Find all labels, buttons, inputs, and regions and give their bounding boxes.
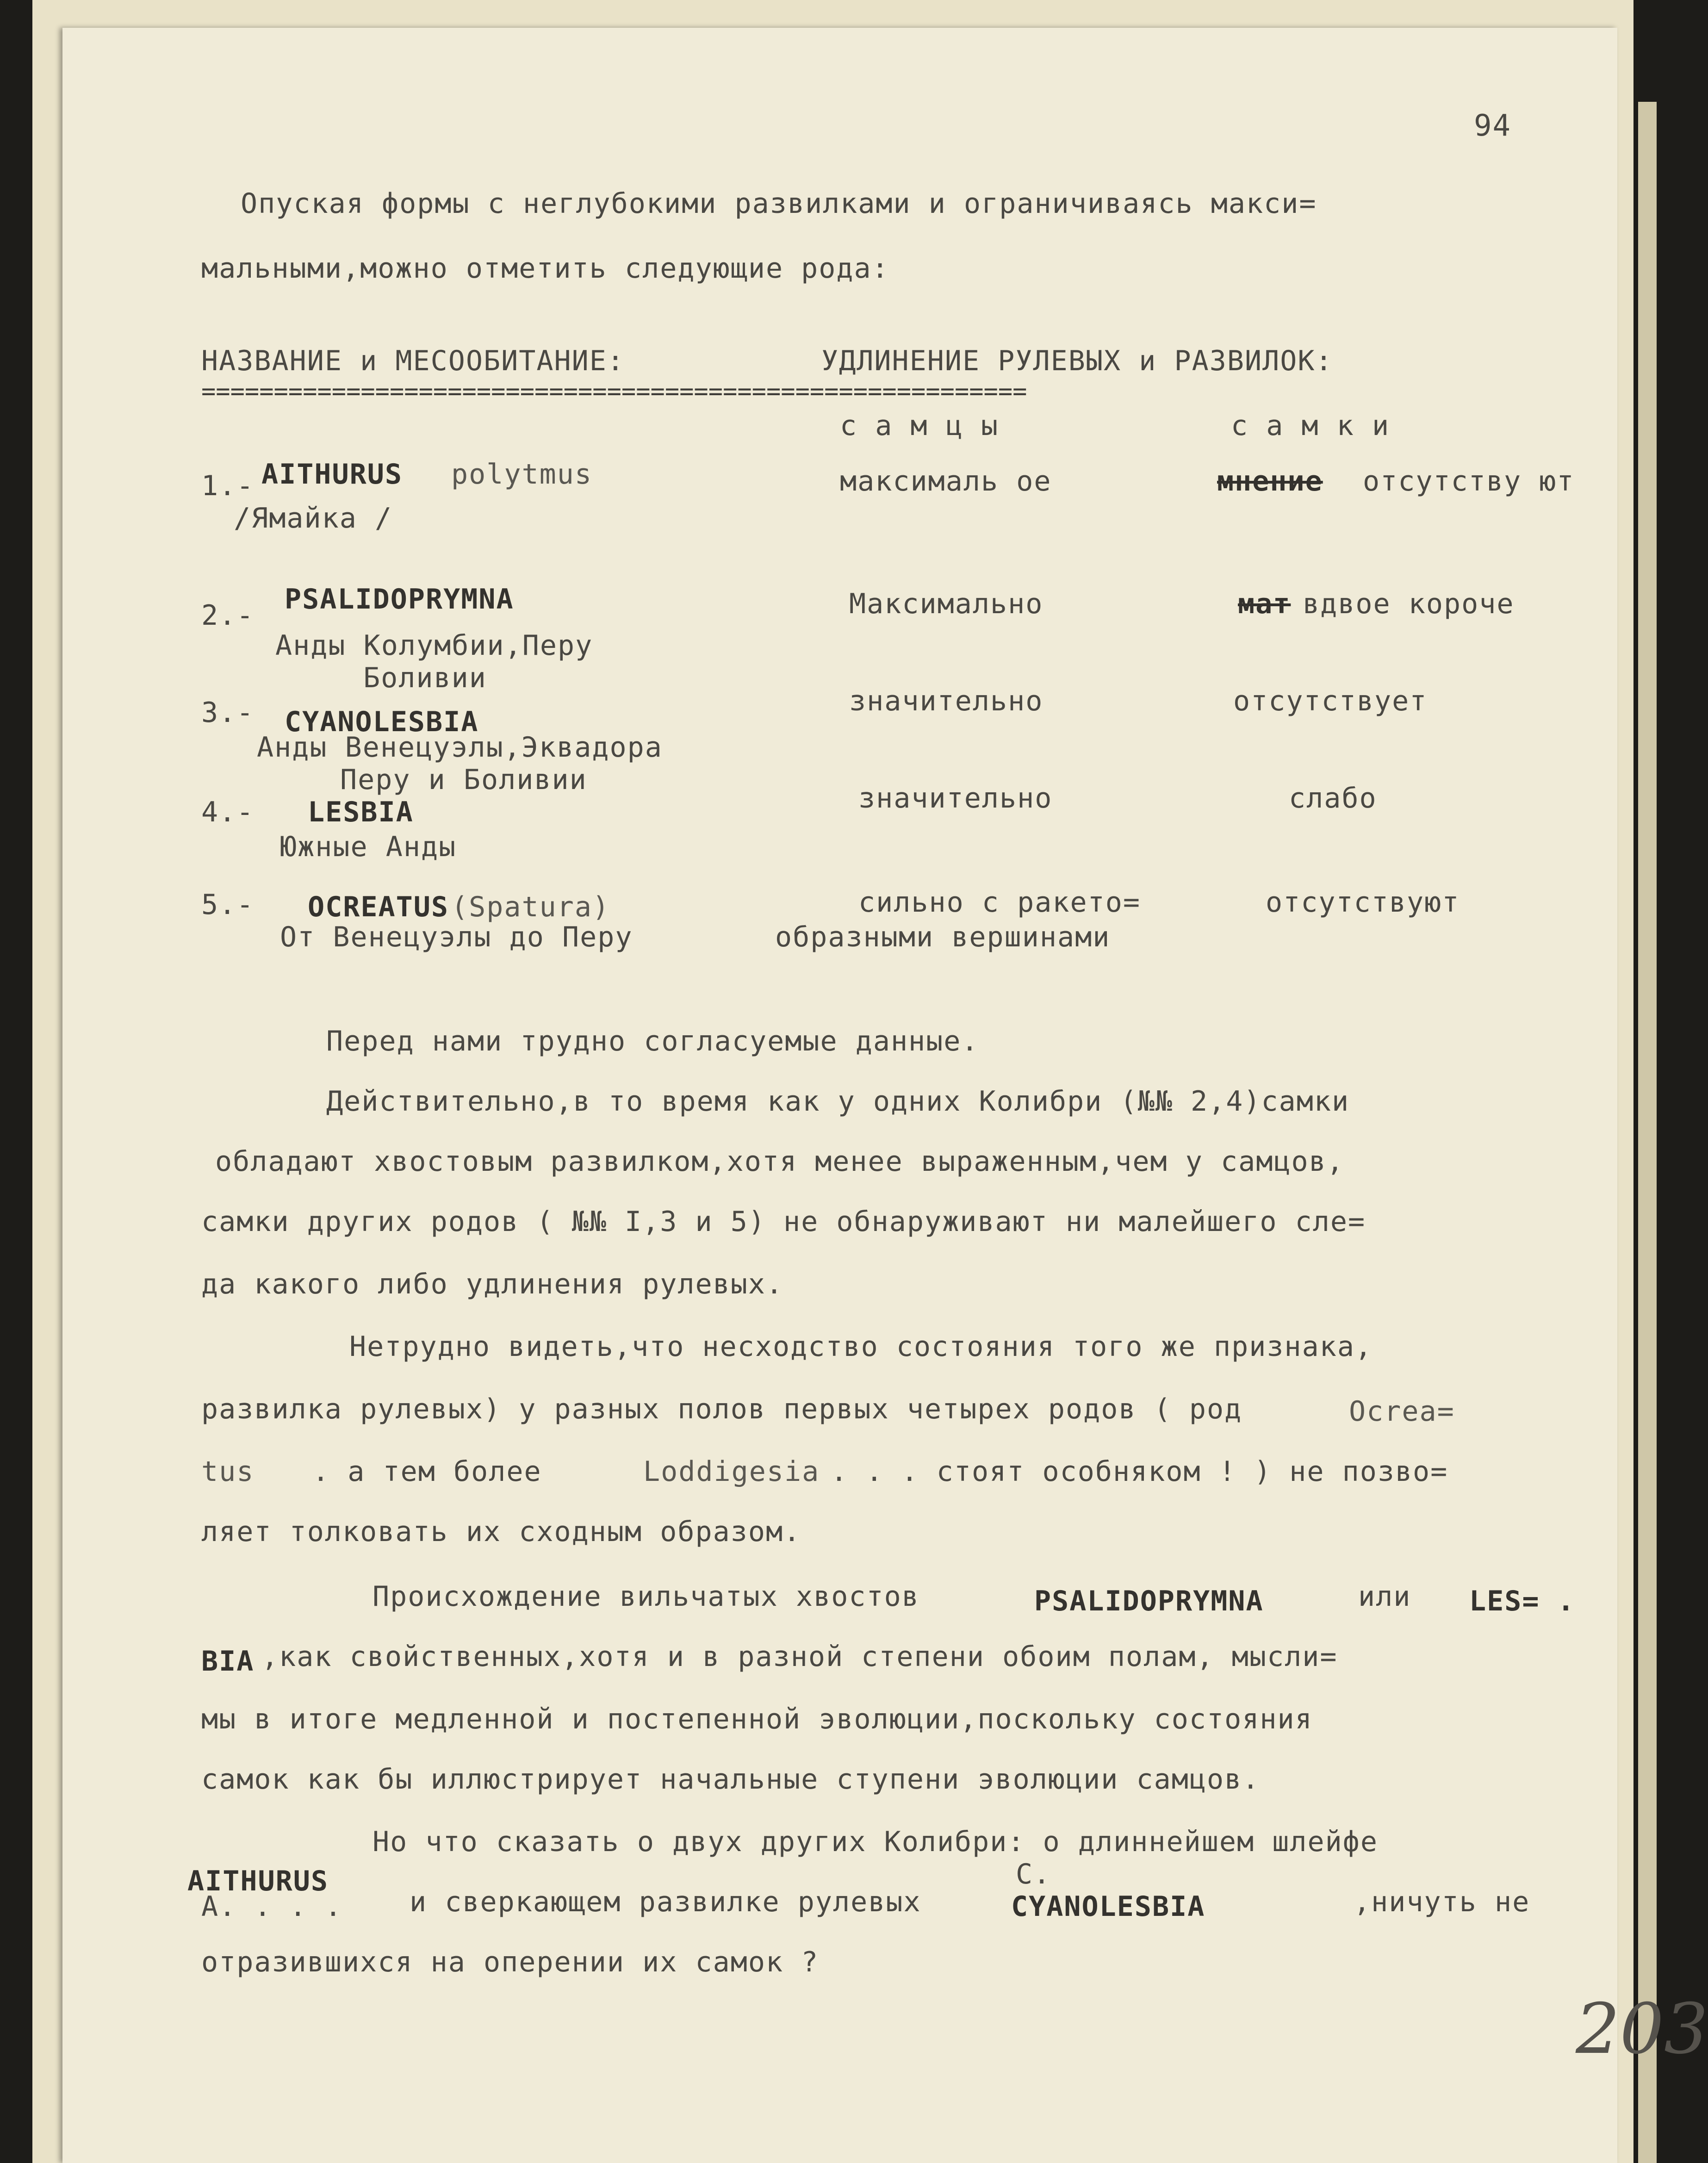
paragraph-3-line-3-b: . . . стоят особняком ! ) не позво=: [831, 1455, 1448, 1488]
paragraph-3-line-2: развилка рулевых) у разных полов первых четырех родов ( род: [201, 1393, 1242, 1425]
row3-males: значительно: [849, 685, 1043, 717]
paragraph-3-line-1: Нетрудно видеть,что несходство состояния того же признака,: [349, 1330, 1373, 1363]
paragraph-5-line-2-c: ,ничуть не: [1354, 1886, 1530, 1918]
row2-females: вдвое короче: [1303, 588, 1515, 620]
row1-species: polytmus: [451, 458, 592, 491]
paragraph-5-line-2-a: А. . . .: [201, 1890, 342, 1923]
paragraph-4-line-3: мы в итоге медленной и постепенной эволюции,поскольку состояния: [201, 1703, 1313, 1735]
paragraph-4-line-2: ,как свойственных,хотя и в разной степени обоим полам, мысли=: [261, 1641, 1338, 1673]
paragraph-1: Перед нами трудно согласуемые данные.: [326, 1025, 979, 1057]
paragraph-4-genus-psalidoprymna: PSALIDOPRYMNA: [1034, 1585, 1264, 1617]
row3-region-1: Анды Венецуэлы,Эквадора: [257, 731, 663, 764]
row2-females-struck: мат: [1238, 588, 1291, 620]
row4-genus: LESBIA: [308, 796, 414, 828]
row3-females: отсутствует: [1233, 685, 1428, 717]
row2-males: Максимально: [849, 588, 1043, 620]
row1-females: отсутству ют: [1363, 465, 1575, 497]
paragraph-4-line-1-c: или: [1358, 1580, 1411, 1613]
handwritten-folio-number: 203: [1576, 1989, 1708, 2070]
row5-genus: OCREATUS: [308, 891, 449, 923]
paragraph-3-latin-ocrea: Ocrea=: [1349, 1395, 1455, 1428]
row3-genus: CYANOLESBIA: [285, 706, 479, 738]
row3-number: 3.-: [201, 696, 255, 729]
row4-region: Южные Анды: [280, 831, 457, 863]
paragraph-3-latin-loddigesia: Loddigesia: [643, 1455, 820, 1488]
males-header: с а м ц ы: [840, 410, 999, 442]
table-col1-header: НАЗВАНИЕ и МЕСООБИТАНИЕ:: [201, 345, 625, 377]
row1-males: максималь ое: [840, 465, 1052, 497]
table-rule: =========================================================: [201, 378, 1027, 405]
row4-males: значительно: [858, 782, 1053, 814]
paragraph-3-line-3-a: . а тем более: [312, 1455, 542, 1488]
paragraph-2-line-2: обладают хвостовым развилком,хотя менее выраженным,чем у самцов,: [215, 1145, 1344, 1178]
row2-region-2: Боливии: [363, 662, 487, 694]
paragraph-2-line-4: да какого либо удлинения рулевых.: [201, 1268, 784, 1300]
paragraph-3-line-4: ляет толковать их сходным образом.: [201, 1516, 801, 1548]
paragraph-5-line-3: отразившихся на оперении их самок ?: [201, 1946, 819, 1978]
paragraph-5-line-1: Но что сказать о двух других Колибри: о длиннейшем шлейфе: [373, 1826, 1379, 1858]
paragraph-4-genus-bia: BIA: [201, 1645, 255, 1678]
row4-females: слабо: [1289, 782, 1377, 814]
sheet-edge: [1638, 102, 1657, 2163]
paragraph-5-line-2-b: и сверкающем развилке рулевых: [410, 1886, 921, 1918]
row4-number: 4.-: [201, 796, 255, 828]
paragraph-5-genus-aithurus: AITHURUS: [187, 1865, 329, 1897]
paragraph-2-line-1: Действительно,в то время как у одних Колибри (№№ 2,4)самки: [326, 1085, 1350, 1118]
paragraph-4-genus-les: LES= .: [1469, 1585, 1575, 1617]
row5-species: (Spatura): [451, 891, 610, 923]
intro-line-2: мальными,можно отметить следующие рода:: [201, 252, 889, 285]
row1-number: 1.-: [201, 470, 255, 502]
paragraph-5-genus-cyanolesbia: CYANOLESBIA: [1011, 1890, 1205, 1923]
page-number: 94: [1474, 109, 1512, 143]
row5-females: отсутствуют: [1266, 886, 1460, 919]
paragraph-4-line-1-a: Происхождение вильчатых хвостов: [373, 1580, 919, 1613]
row5-number: 5.-: [201, 889, 255, 921]
row2-region-1: Анды Колумбии,Перу: [275, 629, 593, 662]
row1-females-struck: мнение: [1217, 465, 1323, 497]
row5-males-continued: образными вершинами: [775, 921, 1111, 953]
paragraph-3-latin-tus: tus: [201, 1455, 255, 1488]
intro-line-1: Опуская формы с неглубокими развилками и ограничиваясь макси=: [241, 187, 1317, 220]
row3-region-2: Перу и Боливии: [340, 764, 587, 796]
row2-number: 2.-: [201, 599, 255, 632]
females-header: с а м к и: [1231, 410, 1390, 442]
paragraph-2-line-3: самки других родов ( №№ I,3 и 5) не обнаруживают ни малейшего сле=: [201, 1206, 1366, 1238]
row5-region: От Венецуэлы до Перу: [280, 921, 633, 953]
row5-males: сильно с ракето=: [858, 886, 1141, 919]
row1-region: /Ямайка /: [234, 502, 393, 535]
document-page: [62, 28, 1708, 2163]
paragraph-5-letter-c: С.: [1016, 1858, 1051, 1890]
row2-genus: PSALIDOPRYMNA: [285, 583, 514, 615]
table-col2-header: УДЛИНЕНИЕ РУЛЕВЫХ и РАЗВИЛОК:: [821, 345, 1333, 377]
paragraph-4-line-4: самок как бы иллюстрирует начальные ступени эволюции самцов.: [201, 1763, 1260, 1796]
row1-genus: AITHURUS: [261, 458, 403, 491]
